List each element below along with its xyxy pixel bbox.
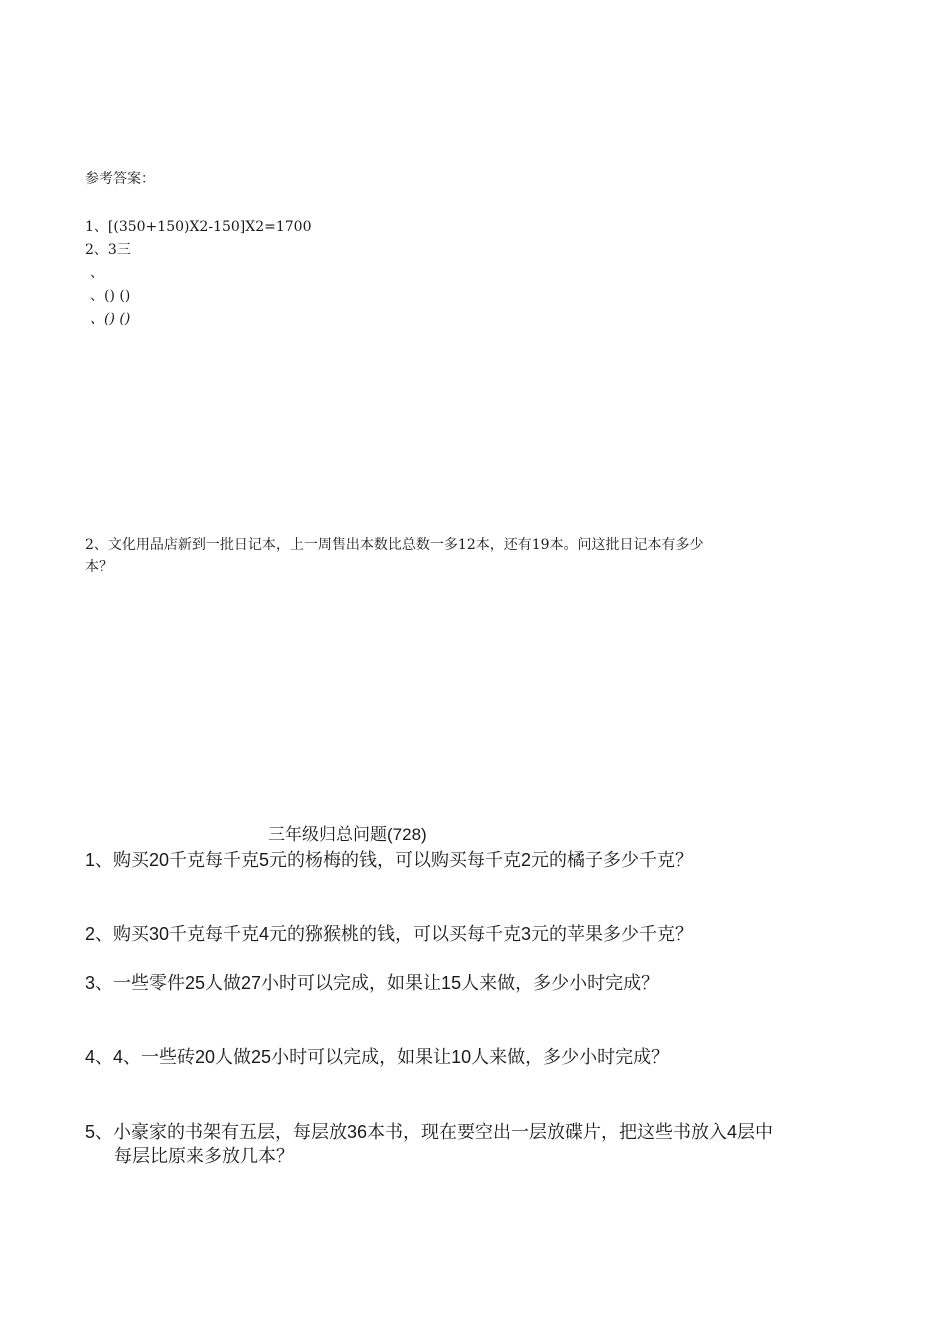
answer-1: 1、[(350+150)X2-150]X2=1700 <box>85 219 312 235</box>
answer-4: 、() () <box>90 288 131 304</box>
section-title: 三年级归总问题(728) <box>268 825 427 844</box>
question-5-line-2: 每层比原来多放几本？ <box>114 1146 294 1166</box>
question-2: 2、购买30千克每千克4元的猕猴桃的钱，可以买每千克3元的苹果多少千克？ <box>85 924 694 944</box>
answer-5: 、() () <box>90 311 131 327</box>
question-5-line-1: 5、小豪家的书架有五层，每层放36本书，现在要空出一层放碟片，把这些书放入4层中 <box>85 1122 774 1142</box>
answer-2: 2、3三 <box>85 242 131 258</box>
problem-2-line-2: 本？ <box>85 559 113 575</box>
answers-heading: 参考答案： <box>85 171 155 187</box>
problem-2-line-1: 2、文化用品店新到一批日记本，上一周售出本数比总数一多12本，还有19本。问这批日记本有多少 <box>85 537 704 553</box>
question-1: 1、购买20千克每千克5元的杨梅的钱，可以购买每千克2元的橘子多少千克？ <box>85 850 694 870</box>
question-4: 4、4、一些砖20人做25小时可以完成，如果让10人来做，多少小时完成？ <box>85 1047 670 1067</box>
question-3: 3、一些零件25人做27小时可以完成，如果让15人来做，多少小时完成？ <box>85 973 660 993</box>
answer-3: 、 <box>90 265 104 281</box>
